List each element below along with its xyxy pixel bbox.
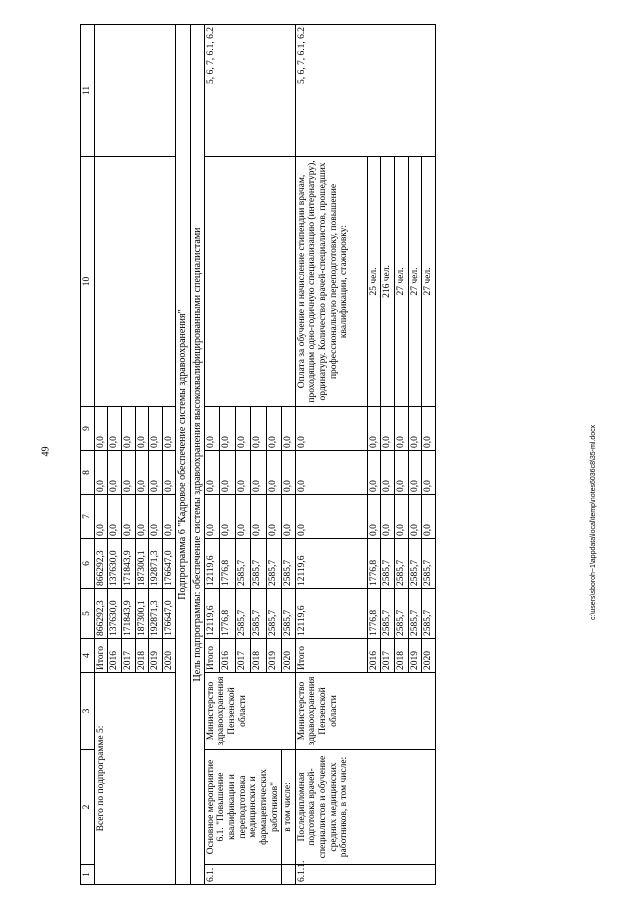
- col-header-8: 8: [81, 451, 95, 495]
- value-cell: 0,0: [367, 451, 381, 495]
- value-cell: 2585,7: [422, 539, 436, 589]
- value-cell: 0,0: [266, 407, 282, 451]
- including-label: в том числе:: [282, 750, 296, 865]
- year-cell: 2019: [408, 639, 422, 673]
- col-header-3: 3: [81, 673, 95, 750]
- value-cell: 0,0: [220, 407, 235, 451]
- value-cell: 2585,7: [422, 589, 436, 639]
- measure-ref: 5, 6, 7, 6.1, 6.2: [204, 25, 295, 157]
- col-header-6: 6: [81, 539, 95, 589]
- program-table: [80, 24, 436, 885]
- value-cell: 0,0: [162, 451, 176, 495]
- value-cell: 0,0: [235, 495, 250, 539]
- year-cell: 2020: [162, 639, 176, 673]
- value-cell: 171843,9: [121, 589, 135, 639]
- col-header-2: 2: [81, 750, 95, 865]
- value-cell: 0,0: [408, 451, 422, 495]
- year-cell: 2017: [235, 639, 250, 673]
- indicator-value: 27 чел.: [395, 157, 409, 407]
- measure-executor: Министерство здравоохранения Пензенской области: [204, 673, 295, 750]
- value-cell: 0,0: [381, 451, 395, 495]
- year-cell: 2019: [266, 639, 282, 673]
- value-cell: 0,0: [162, 407, 176, 451]
- value-cell: 0,0: [251, 407, 266, 451]
- year-cell: 2020: [282, 639, 296, 673]
- value-cell: 2585,7: [381, 589, 395, 639]
- year-cell: Итого: [295, 639, 367, 673]
- section-row: [176, 25, 190, 885]
- value-cell: 0,0: [94, 451, 108, 495]
- year-cell: 2017: [121, 639, 135, 673]
- measure-number: 6.1.1.: [295, 865, 435, 885]
- value-cell: 0,0: [282, 407, 296, 451]
- value-cell: 0,0: [121, 495, 135, 539]
- subprogram-title: Подпрограмма 6 "Кадровое обеспечение системы здравоохранения": [176, 25, 190, 885]
- value-cell: 0,0: [395, 407, 409, 451]
- indicator-value: 25 чел.: [367, 157, 381, 407]
- value-cell: 0,0: [408, 495, 422, 539]
- value-cell: 187300,1: [135, 539, 149, 589]
- value-cell: 866292,3: [94, 539, 108, 589]
- value-cell: 2585,7: [408, 589, 422, 639]
- value-cell: 0,0: [381, 495, 395, 539]
- value-cell: 2585,7: [235, 539, 250, 589]
- value-cell: 0,0: [149, 407, 163, 451]
- value-cell: 2585,7: [251, 589, 266, 639]
- header-row: [81, 25, 95, 885]
- footer-file-path: c:\users\sboroh~1\appdata\local\temp\notes6036c8\35-ml.docx: [590, 424, 597, 620]
- indicator-text: Оплата за обучение и начисление стипендии врачам, проходящим одно-годичную специализацию (интернатуру), ординатуру. Количество врачей-специалистов, прошедших профессиональную переподготовку, повышение квалификации, стажировку:: [295, 157, 367, 407]
- table-row: [295, 25, 367, 885]
- col-header-5: 5: [81, 589, 95, 639]
- rotated-page: [80, 25, 580, 885]
- year-cell: 2018: [251, 639, 266, 673]
- value-cell: 0,0: [108, 451, 122, 495]
- value-cell: 1776,8: [220, 589, 235, 639]
- value-cell: 2585,7: [395, 539, 409, 589]
- table-row: [94, 25, 108, 885]
- value-cell: 0,0: [295, 451, 367, 495]
- value-cell: 0,0: [235, 451, 250, 495]
- value-cell: 12119,6: [295, 539, 367, 589]
- value-cell: 2585,7: [282, 539, 296, 589]
- measure-executor: Министерство здравоохранения Пензенской области: [295, 673, 435, 750]
- value-cell: 2585,7: [395, 589, 409, 639]
- value-cell: 0,0: [295, 407, 367, 451]
- measure-number: 6.1.: [204, 865, 281, 885]
- empty-cell: [94, 25, 176, 157]
- value-cell: 0,0: [220, 495, 235, 539]
- indicator-value: 27 чел.: [422, 157, 436, 407]
- value-cell: 2585,7: [251, 539, 266, 589]
- value-cell: 0,0: [395, 451, 409, 495]
- value-cell: 0,0: [149, 451, 163, 495]
- value-cell: 0,0: [251, 495, 266, 539]
- value-cell: 0,0: [149, 495, 163, 539]
- value-cell: 0,0: [282, 495, 296, 539]
- value-cell: 0,0: [204, 407, 219, 451]
- value-cell: 0,0: [135, 495, 149, 539]
- page-number: 49: [40, 446, 52, 457]
- value-cell: 0,0: [162, 495, 176, 539]
- measure-ref: 5, 6, 7, 6.1, 6.2: [295, 25, 435, 157]
- indicator-value: 216 чел.: [381, 157, 395, 407]
- value-cell: 187300,1: [135, 589, 149, 639]
- value-cell: 0,0: [204, 495, 219, 539]
- year-cell: Итого: [204, 639, 219, 673]
- year-cell: 2018: [395, 639, 409, 673]
- measure-name: Последипломная подготовка врачей-специалистов и обучение средних медицинских работников, в том числе:: [295, 750, 435, 865]
- value-cell: 0,0: [204, 451, 219, 495]
- col-header-7: 7: [81, 495, 95, 539]
- value-cell: 0,0: [381, 407, 395, 451]
- year-cell: Итого: [94, 639, 108, 673]
- value-cell: 0,0: [121, 451, 135, 495]
- value-cell: 0,0: [135, 407, 149, 451]
- value-cell: 0,0: [108, 495, 122, 539]
- value-cell: 2585,7: [266, 589, 282, 639]
- value-cell: 0,0: [422, 407, 436, 451]
- year-cell: 2019: [149, 639, 163, 673]
- year-cell: 2016: [367, 639, 381, 673]
- value-cell: 0,0: [395, 495, 409, 539]
- year-cell: 2018: [135, 639, 149, 673]
- value-cell: 0,0: [135, 451, 149, 495]
- value-cell: 0,0: [266, 495, 282, 539]
- value-cell: 0,0: [422, 451, 436, 495]
- value-cell: 0,0: [367, 407, 381, 451]
- col-header-9: 9: [81, 407, 95, 451]
- value-cell: 192871,3: [149, 589, 163, 639]
- value-cell: 0,0: [266, 451, 282, 495]
- value-cell: 12119,6: [204, 539, 219, 589]
- empty-cell: [282, 865, 296, 885]
- value-cell: 12119,6: [295, 589, 367, 639]
- value-cell: 0,0: [408, 407, 422, 451]
- value-cell: 0,0: [295, 495, 367, 539]
- total-label: Всего по подпрограмме 5:: [94, 673, 176, 885]
- year-cell: 2016: [220, 639, 235, 673]
- value-cell: 137630,0: [108, 539, 122, 589]
- indicator-value: 27 чел.: [408, 157, 422, 407]
- year-cell: 2016: [108, 639, 122, 673]
- value-cell: 137630,0: [108, 589, 122, 639]
- value-cell: 0,0: [94, 495, 108, 539]
- table-row: [204, 25, 219, 885]
- value-cell: 0,0: [251, 451, 266, 495]
- year-cell: 2020: [422, 639, 436, 673]
- value-cell: 2585,7: [235, 589, 250, 639]
- value-cell: 0,0: [94, 407, 108, 451]
- value-cell: 12119,6: [204, 589, 219, 639]
- value-cell: 0,0: [422, 495, 436, 539]
- value-cell: 2585,7: [381, 539, 395, 589]
- value-cell: 0,0: [235, 407, 250, 451]
- col-header-10: 10: [81, 157, 95, 407]
- value-cell: 1776,8: [220, 539, 235, 589]
- value-cell: 866292,3: [94, 589, 108, 639]
- value-cell: 0,0: [367, 495, 381, 539]
- empty-cell: [204, 157, 295, 407]
- value-cell: 0,0: [220, 451, 235, 495]
- value-cell: 2585,7: [282, 589, 296, 639]
- section-row: [190, 25, 204, 885]
- value-cell: 1776,8: [367, 589, 381, 639]
- year-cell: 2017: [381, 639, 395, 673]
- value-cell: 1776,8: [367, 539, 381, 589]
- value-cell: 0,0: [282, 451, 296, 495]
- value-cell: 171843,9: [121, 539, 135, 589]
- value-cell: 176647,0: [162, 589, 176, 639]
- col-header-4: 4: [81, 639, 95, 673]
- value-cell: 0,0: [108, 407, 122, 451]
- measure-name: Основное мероприятие 6.1. "Повышение квалификации и переподготовка медицинских и фармацевтических работников": [204, 750, 281, 865]
- value-cell: 0,0: [121, 407, 135, 451]
- value-cell: 2585,7: [408, 539, 422, 589]
- value-cell: 192871,3: [149, 539, 163, 589]
- subprogram-goal: Цель подпрограммы: обеспечение системы здравоохранения высококвалифицированными специалистами: [190, 25, 204, 885]
- col-header-1: 1: [81, 865, 95, 885]
- empty-cell: [94, 157, 176, 407]
- value-cell: 176647,0: [162, 539, 176, 589]
- value-cell: 2585,7: [266, 539, 282, 589]
- col-header-11: 11: [81, 25, 95, 157]
